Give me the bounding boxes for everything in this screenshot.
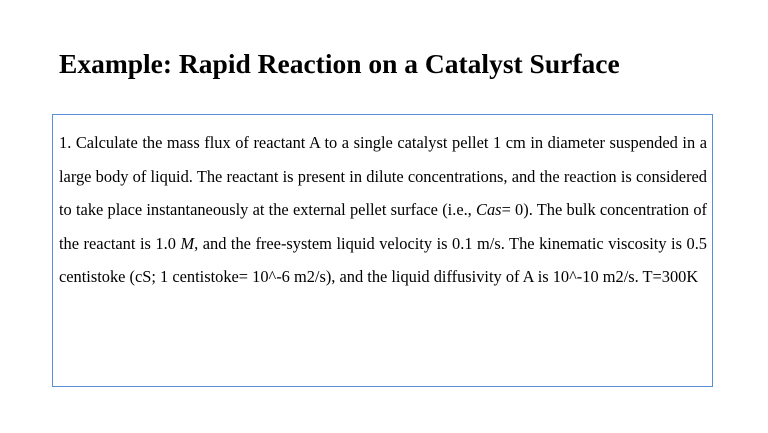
slide-title: Example: Rapid Reaction on a Catalyst Surface — [59, 48, 620, 79]
problem-text-part-2: = 0). The bulk concentration of the reactant is 1.0 — [59, 200, 707, 253]
cas-symbol: Cas — [476, 200, 502, 220]
problem-text-part-3: , and the free-system liquid velocity is 0.1 m/s. The kinematic viscosity is 0.5 centistoke (cS; 1 centistoke= 10^-6 m2/s), and the liquid diffusivity of A is 10^-10 m2/s. T=300K — [59, 233, 707, 287]
molar-unit: M — [180, 233, 195, 253]
problem-statement — [59, 126, 707, 294]
problem-text-part-1: 1. Calculate the mass flux of reactant A to a single catalyst pellet 1 cm in diameter suspended in a large body of liquid. The reactant is present in dilute concentrations, and the reaction is considered to take place instantaneously at the external pellet surface (i.e., — [59, 133, 707, 220]
problem-statement-box — [52, 114, 713, 387]
